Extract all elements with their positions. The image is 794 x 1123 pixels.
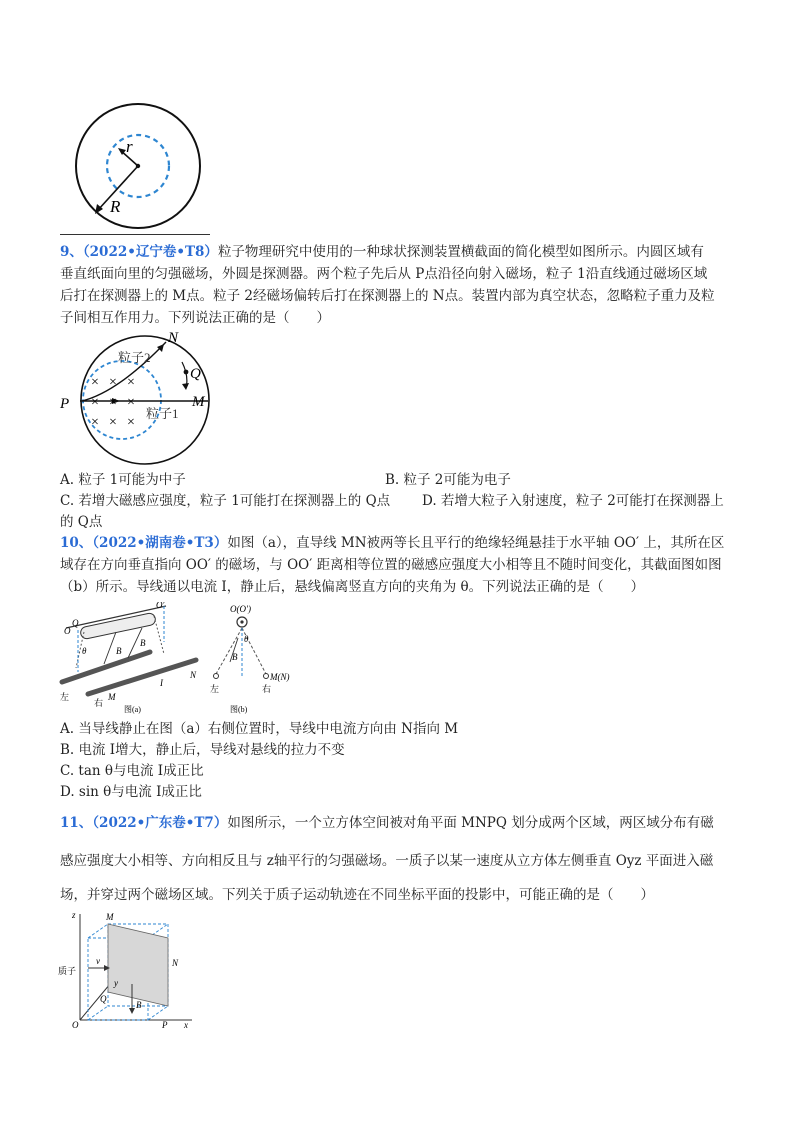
fa-I: I [160,678,163,688]
q11-number: 11、 [60,815,93,831]
fa-N: N [190,670,197,680]
q10-option-C[interactable]: C. tan θ与电流 I成正比 [60,763,204,779]
label-r: r [126,137,133,156]
cross-mark: × [127,395,135,410]
fc-Q: Q [100,994,107,1004]
fc-z: z [72,910,76,920]
q9-line-4: 子间相互作用力。下列说法正确的是（ ） [60,310,330,326]
q10-line-3: （b）所示。导线通以电流 I，静止后，悬线偏离竖直方向的夹角为 θ。下列说法正确的是（ ） [60,579,645,595]
q10-figure-b [208,602,298,714]
label-particle2: 粒子2 [118,350,151,365]
fc-M: M [106,912,114,922]
fb-B: B [232,652,238,662]
fa-O: O [64,626,71,636]
cross-mark: × [109,415,117,430]
fa-B1: B [116,646,122,656]
cross-mark: × [109,395,117,410]
fc-x: x [184,1020,188,1030]
divider-line [60,234,210,235]
fb-top: O(O′) [230,604,251,614]
q10-option-A[interactable]: A. 当导线静止在图（a）右侧位置时，导线中电流方向由 N指向 M [60,721,459,737]
fc-O: O [72,1020,79,1030]
q10-line-1 [60,534,724,552]
label-R: R [110,197,121,216]
q11-text-1: 如图所示，一个立方体空间被对角平面 MNPQ 划分成两个区域，两区域分布有磁 [227,815,714,831]
q9-option-A[interactable]: A. 粒子 1可能为中子 [60,472,186,488]
q9-number: 9、 [60,244,83,260]
fc-B: B [136,1000,142,1010]
q9-option-C[interactable]: C. 若增大磁感应强度，粒子 1可能打在探测器上的 Q点 [60,493,391,509]
q9-line-3: 后打在探测器上的 M点。粒子 2经磁场偏转后打在探测器上的 N点。装置内部为真空状态，忽略粒子重力及粒 [60,288,715,304]
q10-option-D[interactable]: D. sin θ与电流 I成正比 [60,784,202,800]
q11-line-3: 场，并穿过两个磁场区域。下列关于质子运动轨迹在不同坐标平面的投影中，可能正确的是（ ） [60,887,654,903]
fc-v: v [96,956,100,966]
q9-text-1: 粒子物理研究中使用的一种球状探测装置横截面的简化模型如图所示。内圆区域有 [217,244,704,260]
fa-O2: O′ [156,602,165,610]
fa-Q: Q [72,618,79,628]
cross-mark: × [91,415,99,430]
q9-line-1 [60,243,704,261]
q10-option-B[interactable]: B. 电流 I增大，静止后，导线对悬线的拉力不变 [60,742,345,758]
label-N: N [168,330,179,346]
fa-left: 左 [60,692,70,702]
label-P: P [60,396,70,412]
fa-M: M [108,692,116,702]
fa-caption: 图(a) [124,705,141,714]
fc-y: y [114,978,118,988]
q10-text-1: 如图（a），直导线 MN被两等长且平行的绝缘轻绳悬挂于水平轴 OO′ 上，其所在区 [227,535,725,551]
cross-mark: × [109,375,117,390]
q9-figure [58,330,218,466]
q11-figure-cube [58,908,208,1030]
fc-P: P [162,1020,168,1030]
q11-line-1 [60,814,714,832]
fa-right: 右 [94,698,104,708]
point-Q-dot [184,370,189,375]
q11-source: （2022•广东卷•T7） [92,815,228,831]
fb-right: 右 [262,684,272,694]
cross-mark: × [127,375,135,390]
q9-option-D-cont: 的 Q点 [60,514,103,530]
fb-MN: M(N) [270,672,290,682]
cross-mark: × [91,375,99,390]
fb-theta: θ [244,634,249,644]
q10-source: （2022•湖南卷•T3） [92,535,228,551]
diagonal-plane-MNPQ [108,924,168,1006]
q10-figure-a [58,602,208,714]
q9-source: （2022•辽宁卷•T8） [82,244,218,260]
label-Q: Q [190,366,201,382]
fc-N: N [172,958,179,968]
fb-caption: 图(b) [230,705,248,714]
fc-proton: 质子 [58,966,77,976]
q11-line-2: 感应强度大小相等、方向相反且与 z轴平行的匀强磁场。一质子以某一速度从立方体左侧垂直 Oyz 平面进入磁 [60,853,714,869]
fa-theta: θ [82,646,87,656]
cross-mark: × [91,395,99,410]
fb-left: 左 [210,684,220,694]
q9-line-2: 垂直纸面向里的匀强磁场，外圆是探测器。两个粒子先后从 P点沿径向射入磁场，粒子 1沿直线通过磁场区域 [60,266,708,282]
figure-concentric-circles [58,100,218,240]
q9-option-B[interactable]: B. 粒子 2可能为电子 [385,472,511,488]
q10-line-2: 域存在方向垂直指向 OO′ 的磁场，与 OO′ 距离相等位置的磁感应强度大小相等且不随时间变化，其截面图如图 [60,557,722,573]
label-M: M [192,394,205,410]
q10-number: 10、 [60,535,93,551]
fa-B2: B [140,638,146,648]
label-particle1: 粒子1 [146,406,179,421]
q9-option-D[interactable]: D. 若增大粒子入射速度，粒子 2可能打在探测器上 [422,493,724,509]
cross-mark: × [127,415,135,430]
